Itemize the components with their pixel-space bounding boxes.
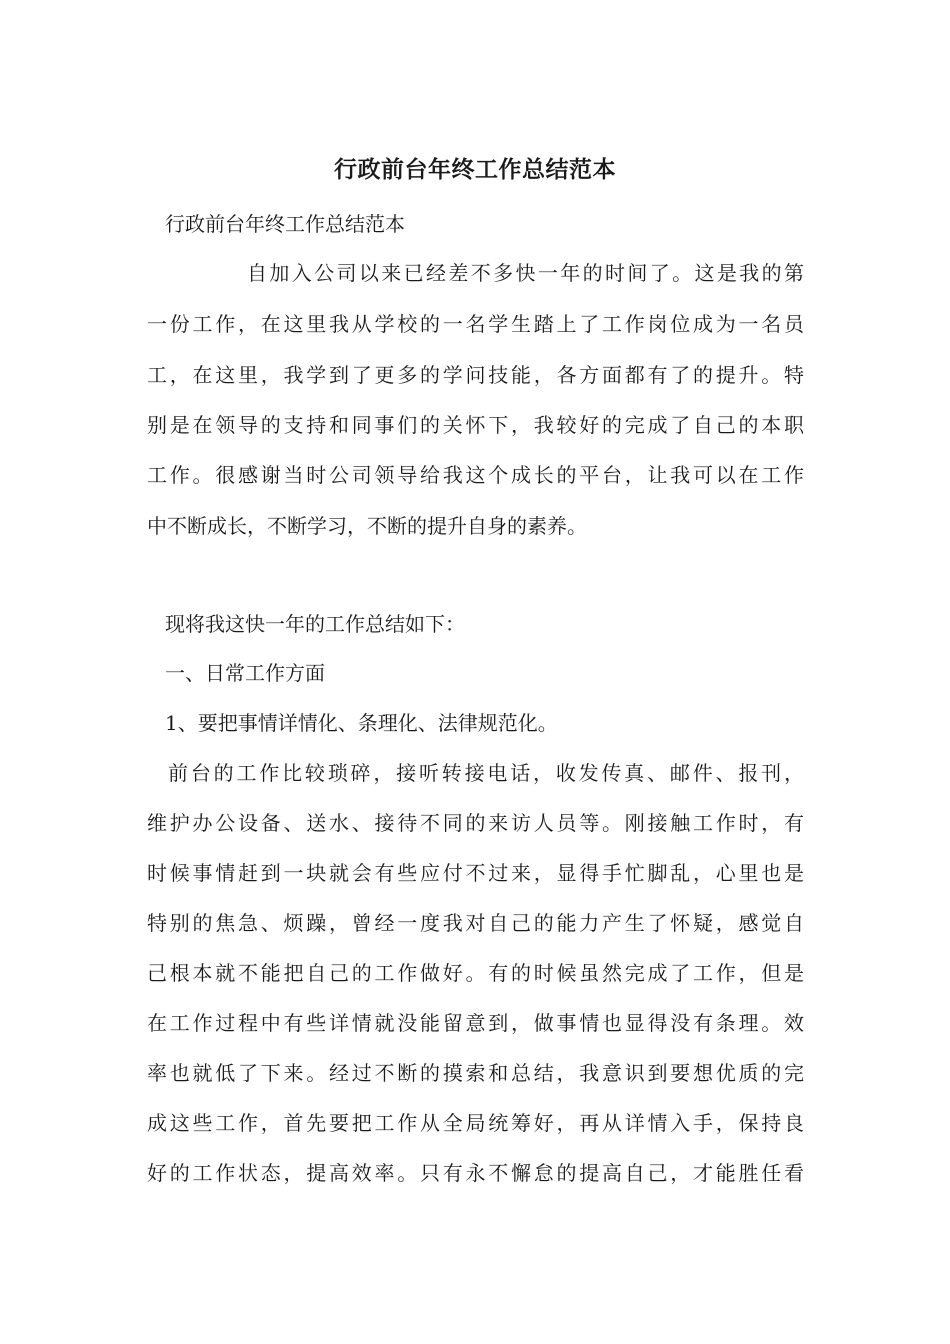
paragraph-line: 时候事情赶到一块就会有些应付不过来，显得手忙脚乱，心里也是	[147, 861, 804, 885]
paragraph-line: 率也就低了下来。经过不断的摸索和总结，我意识到要想优质的完	[147, 1061, 804, 1085]
paragraph-line: 一份工作，在这里我从学校的一名学生踏上了工作岗位成为一名员	[147, 312, 804, 336]
paragraph-line: 己根本就不能把自己的工作做好。有的时候虽然完成了工作，但是	[147, 961, 804, 985]
paragraph-line: 中不断成长，不断学习，不断的提升自身的素养。	[147, 514, 587, 538]
section-heading: 一、日常工作方面	[165, 661, 325, 685]
paragraph-line: 好的工作状态，提高效率。只有永不懈怠的提高自己，才能胜任看	[147, 1161, 804, 1185]
subtitle-line: 行政前台年终工作总结范本	[165, 212, 405, 236]
paragraph-line: 自加入公司以来已经差不多快一年的时间了。这是我的第	[247, 261, 804, 285]
paragraph-line: 维护办公设备、送水、接待不同的来访人员等。刚接触工作时，有	[147, 811, 804, 835]
paragraph-line: 工，在这里，我学到了更多的学问技能，各方面都有了的提升。特	[147, 363, 804, 387]
paragraph-line: 在工作过程中有些详情就没能留意到，做事情也显得没有条理。效	[147, 1011, 804, 1035]
paragraph-line: 别是在领导的支持和同事们的关怀下，我较好的完成了自己的本职	[147, 413, 804, 437]
subsection-heading: 1、要把事情详情化、条理化、法律规范化。	[165, 711, 558, 735]
document-title: 行政前台年终工作总结范本	[334, 156, 616, 183]
paragraph-line: 特别的焦急、烦躁，曾经一度我对自己的能力产生了怀疑，感觉自	[147, 911, 804, 935]
paragraph-line: 工作。很感谢当时公司领导给我这个成长的平台，让我可以在工作	[147, 463, 804, 487]
summary-intro-line: 现将我这快一年的工作总结如下：	[165, 612, 465, 636]
paragraph-line: 成这些工作，首先要把工作从全局统筹好，再从详情入手，保持良	[147, 1111, 804, 1135]
paragraph-line: 前台的工作比较琐碎，接听转接电话，收发传真、邮件、报刊，	[168, 761, 804, 785]
